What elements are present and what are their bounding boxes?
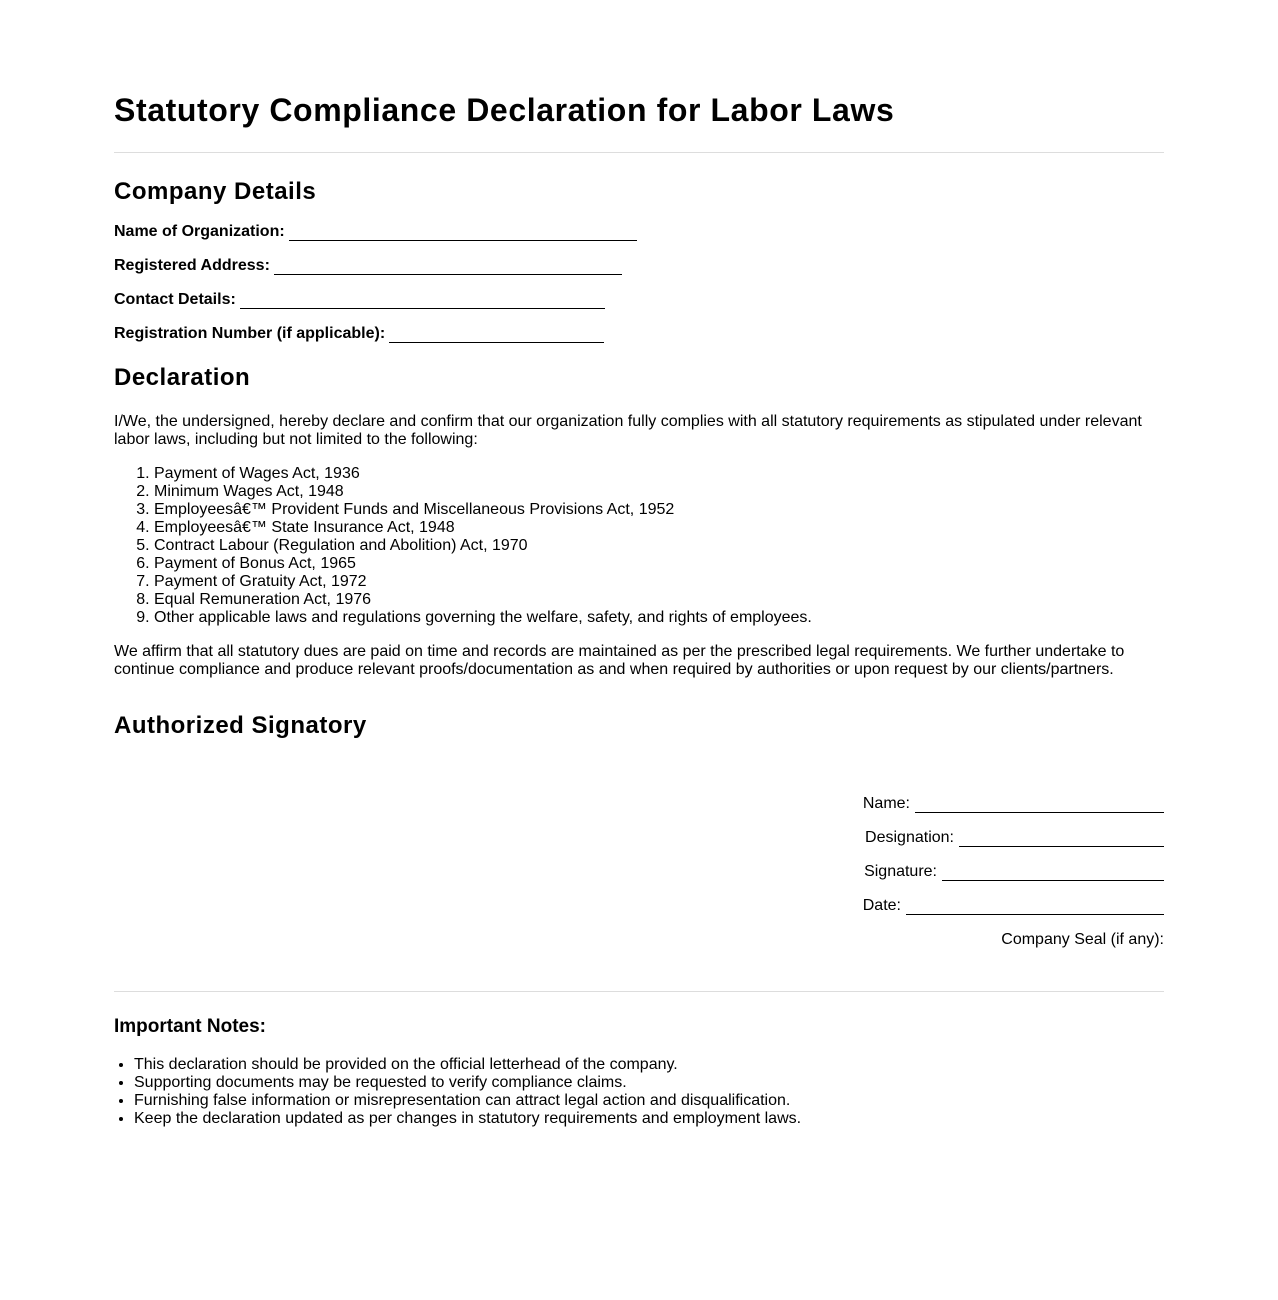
- registration-number-blank: [389, 325, 604, 343]
- company-details-section: [114, 177, 1164, 343]
- organization-name-field: [114, 223, 1164, 241]
- list-item: 5. Contract Labour (Regulation and Abolition) Act, 1970: [154, 537, 1164, 555]
- list-item: 4. Employeesâ€™ State Insurance Act, 1948: [154, 519, 1164, 537]
- list-item: 3. Employeesâ€™ Provident Funds and Miscellaneous Provisions Act, 1952: [154, 501, 1164, 519]
- list-item: 9. Other applicable laws and regulations governing the welfare, safety, and rights of employees.: [154, 609, 1164, 627]
- registered-address-blank: [274, 257, 622, 275]
- signature-block: [114, 795, 1164, 949]
- declaration-section: [114, 363, 1164, 679]
- contact-details-blank: [240, 291, 605, 309]
- declaration-heading: Declaration: [114, 364, 251, 391]
- list-item: 1. Payment of Wages Act, 1936: [154, 465, 1164, 483]
- company-details-heading: Company Details: [114, 178, 317, 205]
- document-page: [114, 0, 1164, 1128]
- registration-number-label: Registration Number (if applicable):: [114, 325, 386, 342]
- designation-field: [114, 829, 1164, 847]
- list-item: 7. Payment of Gratuity Act, 1972: [154, 573, 1164, 591]
- signature-field: [114, 863, 1164, 881]
- list-item: • Furnishing false information or misrepresentation can attract legal action and disqualification.: [134, 1092, 1164, 1110]
- registered-address-field: [114, 257, 1164, 275]
- signature-label: Signature:: [864, 863, 937, 880]
- organization-name-blank: [289, 223, 637, 241]
- title-divider: [114, 152, 1164, 153]
- authorized-signatory-heading: Authorized Signatory: [114, 712, 367, 739]
- company-seal-field: [114, 931, 1164, 949]
- list-item: 6. Payment of Bonus Act, 1965: [154, 555, 1164, 573]
- designation-label: Designation:: [865, 829, 954, 846]
- important-notes-section: [114, 1016, 1164, 1128]
- list-item: 8. Equal Remuneration Act, 1976: [154, 591, 1164, 609]
- declaration-affirmation: We affirm that all statutory dues are paid on time and records are maintained as per the prescribed legal requirements. We further undertake to continue compliance and produce relevant proofs/documentation as and when required by authorities or upon request by our clients/partners.: [114, 643, 1125, 678]
- authorized-signatory-section: [114, 711, 1164, 949]
- contact-details-label: Contact Details:: [114, 291, 236, 308]
- signatory-name-field: [114, 795, 1164, 813]
- designation-blank: [959, 829, 1164, 847]
- organization-name-label: Name of Organization:: [114, 223, 285, 240]
- registration-number-field: [114, 325, 1164, 343]
- list-item: 2. Minimum Wages Act, 1948: [154, 483, 1164, 501]
- list-item: • This declaration should be provided on the official letterhead of the company.: [134, 1056, 1164, 1074]
- important-notes-heading: Important Notes:: [114, 1016, 266, 1037]
- signature-blank: [942, 863, 1164, 881]
- signatory-name-label: Name:: [862, 795, 910, 812]
- company-seal-label: Company Seal (if any):: [1001, 931, 1164, 948]
- signatory-name-blank: [915, 795, 1164, 813]
- list-item: • Keep the declaration updated as per changes in statutory requirements and employment laws.: [134, 1110, 1164, 1128]
- list-item: • Supporting documents may be requested to verify compliance claims.: [134, 1074, 1164, 1092]
- laws-list: [114, 465, 1164, 627]
- notes-list: [114, 1056, 1164, 1128]
- registered-address-label: Registered Address:: [114, 257, 270, 274]
- date-label: Date:: [862, 897, 901, 914]
- contact-details-field: [114, 291, 1164, 309]
- date-field: [114, 897, 1164, 915]
- date-blank: [906, 897, 1164, 915]
- notes-divider: [114, 991, 1164, 992]
- document-title: Statutory Compliance Declaration for Labor Laws: [114, 92, 895, 128]
- declaration-intro: I/We, the undersigned, hereby declare and confirm that our organization fully complies with all statutory requirements as stipulated under relevant labor laws, including but not limited to the following:: [114, 413, 1142, 448]
